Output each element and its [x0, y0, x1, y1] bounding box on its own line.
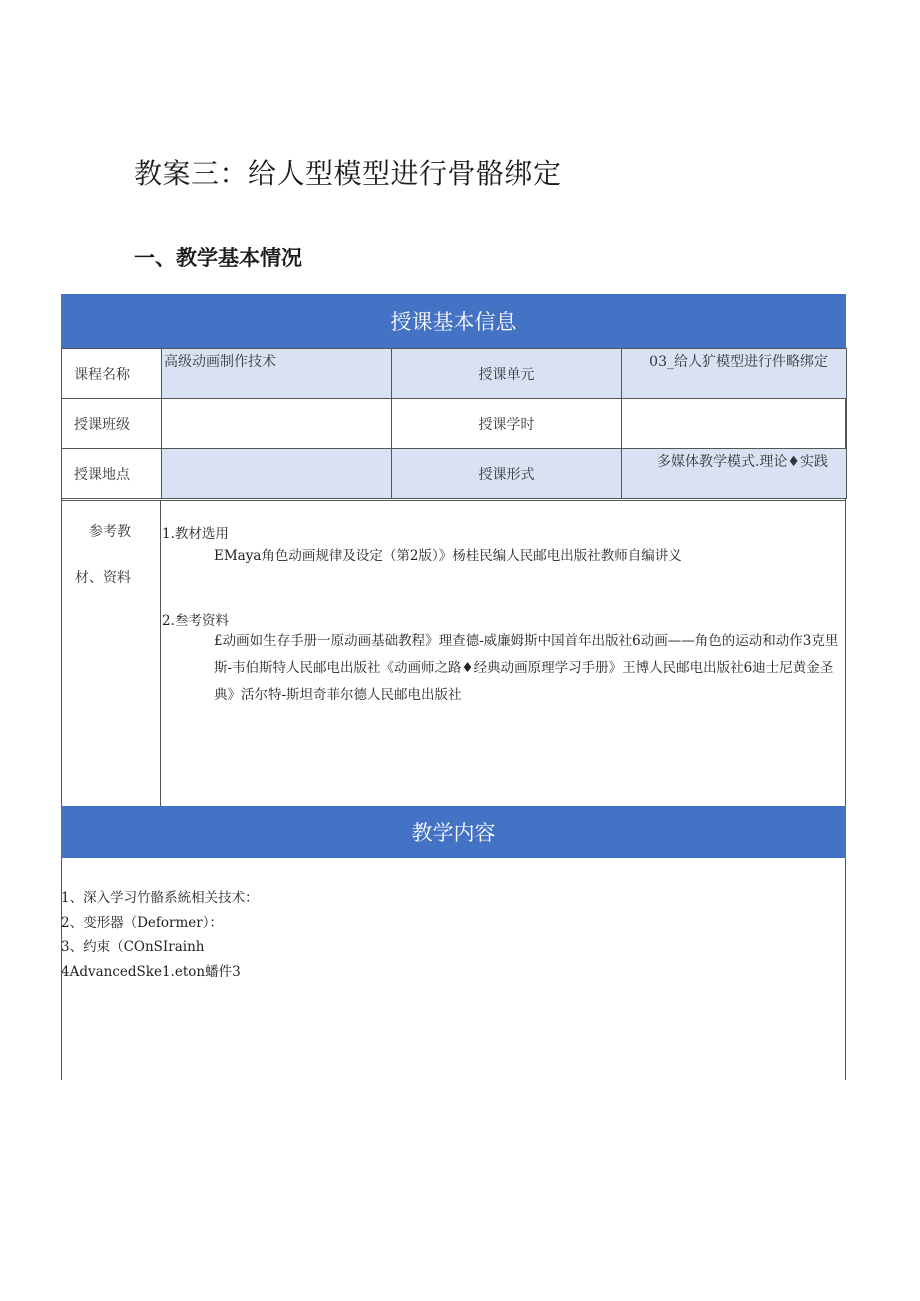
reference-section [61, 500, 846, 806]
course-name-value: 高级动画制作技术 [162, 349, 392, 399]
content-header-band: 教学内容 [61, 806, 846, 858]
info-header-band: 授课基本信息 [61, 294, 846, 348]
class-value [162, 399, 392, 449]
reference-label-line1: 参考教 [89, 524, 131, 540]
reference-label-line2: 材、资料 [75, 570, 131, 586]
course-name-label: 课程名称 [62, 349, 162, 399]
table-row [62, 399, 847, 449]
list-item: 2、变形器（Deformer）： [61, 915, 223, 931]
list-item: 4AdvancedSke1.eton蟠件3 [61, 964, 241, 980]
form-value: 多媒体教学模式.理论♦实践 [622, 449, 847, 499]
textbook-heading: 1.教材选用 [162, 526, 229, 542]
page-title: 教案三：给人型模型进行骨骼绑定 [134, 157, 562, 190]
hours-label: 授课学时 [392, 399, 622, 449]
form-label: 授课形式 [392, 449, 622, 499]
textbook-text: EMaya角色动画规律及设定（第2版）》杨桂民编人民邮电出版社教师自编讲义 [214, 548, 682, 564]
hours-value [622, 399, 847, 449]
place-value [162, 449, 392, 499]
unit-value: 03_给人犷模型进行件略绑定 [622, 349, 847, 399]
list-item: 3、约束（COnSIrainh [61, 939, 205, 955]
section-heading-basic-info: 一、教学基本情况 [134, 246, 302, 270]
table-row [62, 349, 847, 399]
list-item: 1、深入学习竹骼系統相关技术： [61, 890, 259, 906]
place-label: 授课地点 [62, 449, 162, 499]
unit-label: 授课单元 [392, 349, 622, 399]
references-text: £动画如生存手册一原动画基础教程》理查德-威廉姆斯中国首年出版社6动画——角色的运动和动作3克里斯-韦伯斯特人民邮电出版社《动画师之路♦经典动画原理学习手册》王博人民邮电出版社6迪士尼黄金圣典》活尔特-斯坦奇菲尔德人民邮电出版社 [214, 633, 839, 703]
references-heading: 2.叁考资料 [162, 613, 229, 629]
reference-label-cell [61, 501, 161, 807]
basic-info-table [61, 348, 847, 499]
class-label: 授课班级 [62, 399, 162, 449]
table-row [62, 449, 847, 499]
